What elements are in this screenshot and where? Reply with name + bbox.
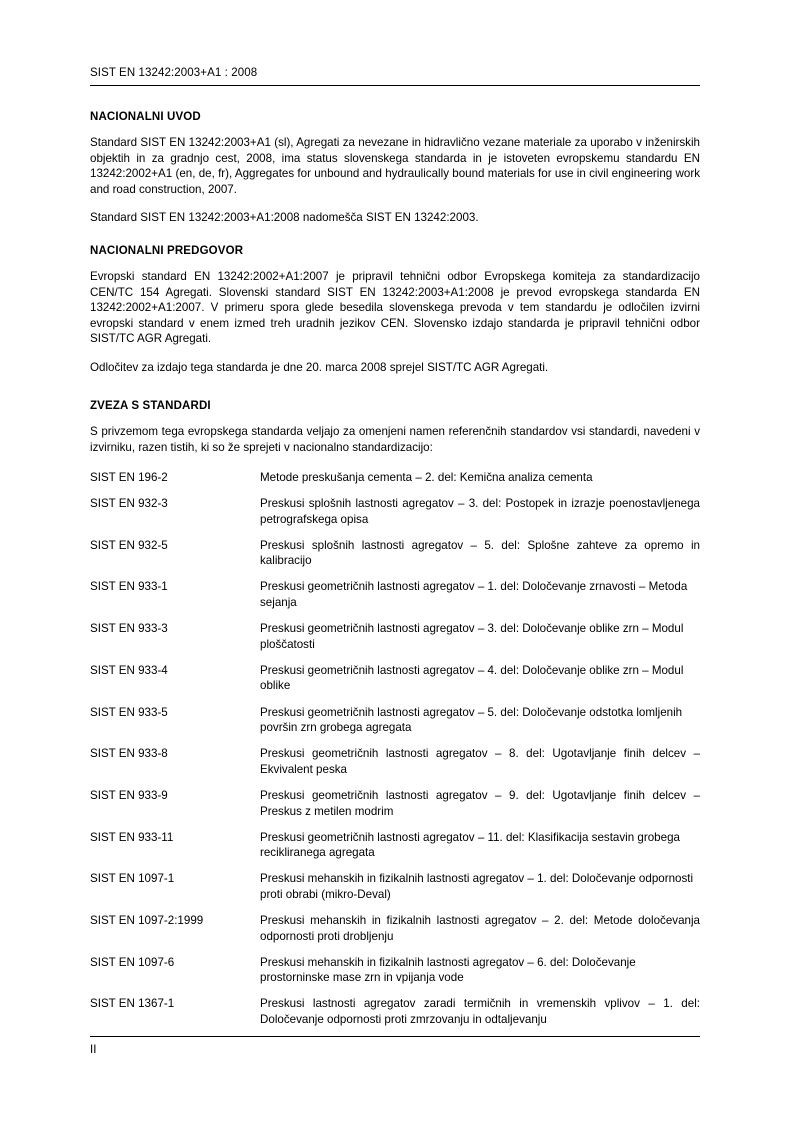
standard-description: Metode preskušanja cementa – 2. del: Kemična analiza cementa xyxy=(260,471,593,484)
standard-description: Preskusi geometričnih lastnosti agregatov – 1. del: Določevanje zrnavosti – Metoda sejanja xyxy=(260,580,688,610)
standard-description: Preskusi geometričnih lastnosti agregatov – 5. del: Določevanje odstotka lomljenih površin zrn grobega agregata xyxy=(260,705,683,735)
standard-description: Preskusi geometričnih lastnosti agregatov – 4. del: Določevanje oblike zrn – Modul oblike xyxy=(260,663,684,693)
paragraph-uvod-2: Standard SIST EN 13242:2003+A1:2008 nadomešča SIST EN 13242:2003. xyxy=(90,211,479,225)
section-nacionalni-uvod xyxy=(90,111,700,239)
header-rule xyxy=(90,85,700,86)
standard-description: Preskusi splošnih lastnosti agregatov – 3. del: Postopek in izrazje poenostavljenega petrografskega opisa xyxy=(260,497,700,526)
standards-list-item xyxy=(90,496,700,527)
standards-list-item xyxy=(90,746,700,777)
paragraph-predgovor-1: Evropski standard EN 13242:2002+A1:2007 je pripravil tehnični odbor Evropskega komiteja za standardizacijo CEN/TC 154 Agregati. Slovenski standard SIST EN 13242:2003+A1:2008 je prevod evropskega standarda EN 13242:2002+A1:2007. V primeru spora glede besedila slovenskega prevoda v tem standardu je odločilen izvirni evropski standard v enem izmed treh uradnih jezikov CEN. Slovensko izdajo standarda je pripravil tehnični odbor SIST/TC AGR Agregati. xyxy=(90,270,700,346)
standards-list-item xyxy=(90,538,700,569)
standard-description: Preskusi splošnih lastnosti agregatov – 5. del: Splošne zahteve za opremo in kalibracijo xyxy=(260,538,700,568)
standard-code: SIST EN 1097-1 xyxy=(90,872,175,886)
standards-list-item xyxy=(90,663,700,694)
standard-code: SIST EN 932-3 xyxy=(90,497,168,511)
paragraph-predgovor-2: Odločitev za izdajo tega standarda je dne 20. marca 2008 sprejel SIST/TC AGR Agregati. xyxy=(90,360,549,374)
section-heading-zveza-s-standardi: ZVEZA S STANDARDI xyxy=(90,400,211,412)
standard-description: Preskusi geometričnih lastnosti agregatov – 11. del: Klasifikacija sestavin grobega recikliranega agregata xyxy=(260,830,680,860)
standard-code: SIST EN 933-8 xyxy=(90,747,168,761)
standards-list-item xyxy=(90,871,700,902)
standard-code: SIST EN 933-5 xyxy=(90,705,168,719)
standard-description: Preskusi mehanskih in fizikalnih lastnosti agregatov – 2. del: Metode določevanja odpornosti proti drobljenju xyxy=(260,913,700,943)
standards-list-item xyxy=(90,996,700,1027)
footer-page-number: II xyxy=(90,1044,97,1056)
standards-list-item xyxy=(90,913,700,944)
standard-code: SIST EN 196-2 xyxy=(90,471,168,484)
standards-list-item xyxy=(90,579,700,610)
standard-code: SIST EN 933-9 xyxy=(90,788,168,802)
standard-description: Preskusi mehanskih in fizikalnih lastnosti agregatov – 1. del: Določevanje odpornosti proti obrabi (mikro-Deval) xyxy=(260,872,694,901)
page-footer xyxy=(90,1036,700,1057)
paragraph-uvod-1: Standard SIST EN 13242:2003+A1 (sl), Agregati za nevezane in hidravlično vezane materiale za uporabo v inženirskih objektih in za gradnjo cest, 2008, ima status slovenskega standarda in je istoveten evropskemu standardu EN 13242:2002+A1 (en, de, fr), Aggregates for unbound and hydraulically bound materials for use in civil engineering work and road construction, 2007. xyxy=(90,136,700,196)
standard-code: SIST EN 933-3 xyxy=(90,622,168,636)
paragraph-zveza-1: S privzemom tega evropskega standarda veljajo za omenjeni namen referenčnih standardov vsi standardi, navedeni v izvirniku, razen tistih, ki so že sprejeti v nacionalno standardizacijo: xyxy=(90,425,700,454)
standard-code: SIST EN 1367-1 xyxy=(90,997,175,1011)
footer-rule xyxy=(90,1036,700,1037)
standards-list-item xyxy=(90,705,700,736)
running-header-standard-ref: SIST EN 13242:2003+A1 : 2008 xyxy=(90,67,258,79)
section-heading-nacionalni-uvod: NACIONALNI UVOD xyxy=(90,111,201,123)
standard-description: Preskusi geometričnih lastnosti agregatov – 8. del: Ugotavljanje finih delcev – Ekvivalent peska xyxy=(260,747,700,776)
section-nacionalni-predgovor xyxy=(90,245,700,389)
section-zveza-s-standardi xyxy=(90,400,700,468)
standard-code: SIST EN 1097-2:1999 xyxy=(90,913,204,927)
standards-list-item xyxy=(90,830,700,861)
standards-reference-list xyxy=(90,470,700,1038)
running-header xyxy=(90,66,700,86)
standards-list-item xyxy=(90,955,700,986)
standards-list-item xyxy=(90,621,700,652)
standard-description: Preskusi geometričnih lastnosti agregatov – 3. del: Določevanje oblike zrn – Modul ploščatosti xyxy=(260,622,684,651)
standards-list-item xyxy=(90,788,700,819)
standard-code: SIST EN 933-1 xyxy=(90,580,168,594)
standards-list-item xyxy=(90,470,700,486)
standard-code: SIST EN 933-4 xyxy=(90,663,168,677)
standard-description: Preskusi mehanskih in fizikalnih lastnosti agregatov – 6. del: Določevanje prostorninske mase zrn in vpijanja vode xyxy=(260,955,636,985)
section-heading-nacionalni-predgovor: NACIONALNI PREDGOVOR xyxy=(90,245,244,257)
standard-code: SIST EN 1097-6 xyxy=(90,955,175,969)
standard-code: SIST EN 933-11 xyxy=(90,830,174,844)
standard-description: Preskusi lastnosti agregatov zaradi termičnih in vremenskih vplivov – 1. del: Določevanje odpornosti proti zmrzovanju in odtaljevanju xyxy=(260,997,700,1026)
standard-description: Preskusi geometričnih lastnosti agregatov – 9. del: Ugotavljanje finih delcev – Preskus z metilen modrim xyxy=(260,788,700,818)
standard-code: SIST EN 932-5 xyxy=(90,538,168,552)
